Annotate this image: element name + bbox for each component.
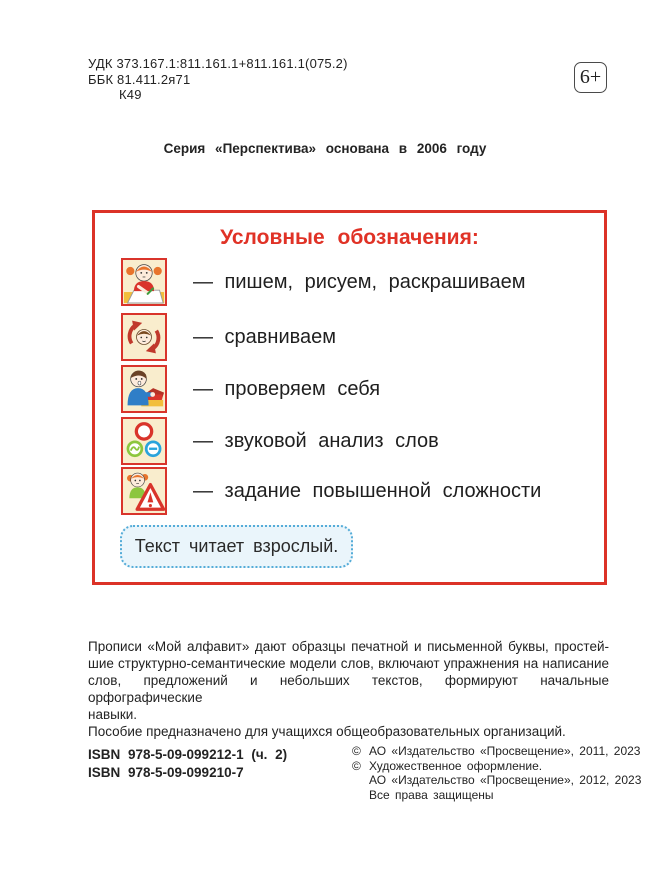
copyright-row (352, 759, 641, 774)
copyright-text: АО «Издательство «Просвещение», 2011, 2023 (369, 744, 641, 758)
legend-icon-tile (121, 467, 167, 515)
legend-label-advanced-task: — задание повышенной сложности (193, 479, 542, 502)
warning-triangle-girl-icon (123, 469, 165, 513)
legend-label-writing: — пишем, рисуем, раскрашиваем (193, 270, 526, 293)
annotation-line: шие структурно-семантические модели слов, включают упражнения на написание (88, 656, 609, 671)
annotation-line: Пособие предназначено для учащихся общеобразовательных организаций. (88, 724, 566, 739)
legend-icon-tile (121, 417, 167, 465)
legend-label-compare: — сравниваем (193, 325, 337, 348)
legend-label-self-check: — проверяем себя (193, 377, 381, 400)
legend-row-sound-analysis (121, 417, 439, 465)
isbn-block (88, 746, 287, 782)
copyright-row (352, 744, 641, 759)
udk-line: УДК 373.167.1:811.161.1+811.161.1(075.2) (88, 56, 348, 71)
girl-writing-icon (123, 260, 165, 304)
copyright-symbol (352, 773, 369, 788)
copyright-symbol: © (352, 758, 361, 773)
series-line: Серия «Перспектива» основана в 2006 году (163, 141, 487, 156)
legend-icon-tile (121, 313, 167, 361)
isbn-line-2: ISBN 978-5-09-099210-7 (88, 765, 244, 780)
copyright-text: АО «Издательство «Просвещение», 2012, 2023 (369, 773, 642, 787)
sound-analysis-circles-icon (123, 419, 165, 463)
boy-self-check-icon (123, 367, 165, 411)
copyright-row (352, 788, 641, 803)
copyright-row (352, 773, 641, 788)
legend-box (92, 210, 607, 585)
legend-title: Условные обозначения: (220, 226, 479, 249)
age-rating-badge: 6+ (574, 62, 607, 93)
legend-row-writing (121, 258, 526, 306)
copyright-text: Художественное оформление. (369, 758, 543, 773)
adult-reads-note (120, 525, 353, 568)
adult-reads-note-text: Текст читает взрослый. (134, 536, 339, 556)
annotation-paragraph (88, 638, 609, 740)
bbk-line: ББК 81.411.2я71 (88, 71, 191, 87)
copyright-text: Все права защищены (369, 787, 494, 802)
legend-label-sound-analysis: — звуковой анализ слов (193, 429, 439, 452)
copyright-block (352, 744, 641, 802)
annotation-line: Прописи «Мой алфавит» дают образцы печатной и письменной буквы, простей- (88, 639, 609, 654)
legend-row-self-check (121, 365, 380, 413)
annotation-line: слов, предложений и небольших текстов, формируют начальные орфографические (88, 673, 609, 705)
copyright-symbol (352, 788, 369, 803)
legend-row-advanced-task (121, 467, 541, 515)
author-code-line: К49 (119, 87, 142, 102)
annotation-line: навыки. (88, 707, 138, 722)
bibliographic-codes (88, 56, 348, 103)
copyright-symbol: © (352, 744, 361, 758)
legend-icon-tile (121, 258, 167, 306)
legend-icon-tile (121, 365, 167, 413)
compare-arrows-icon (123, 315, 165, 359)
legend-row-compare (121, 313, 336, 361)
isbn-line-1: ISBN 978-5-09-099212-1 (ч. 2) (88, 747, 288, 762)
